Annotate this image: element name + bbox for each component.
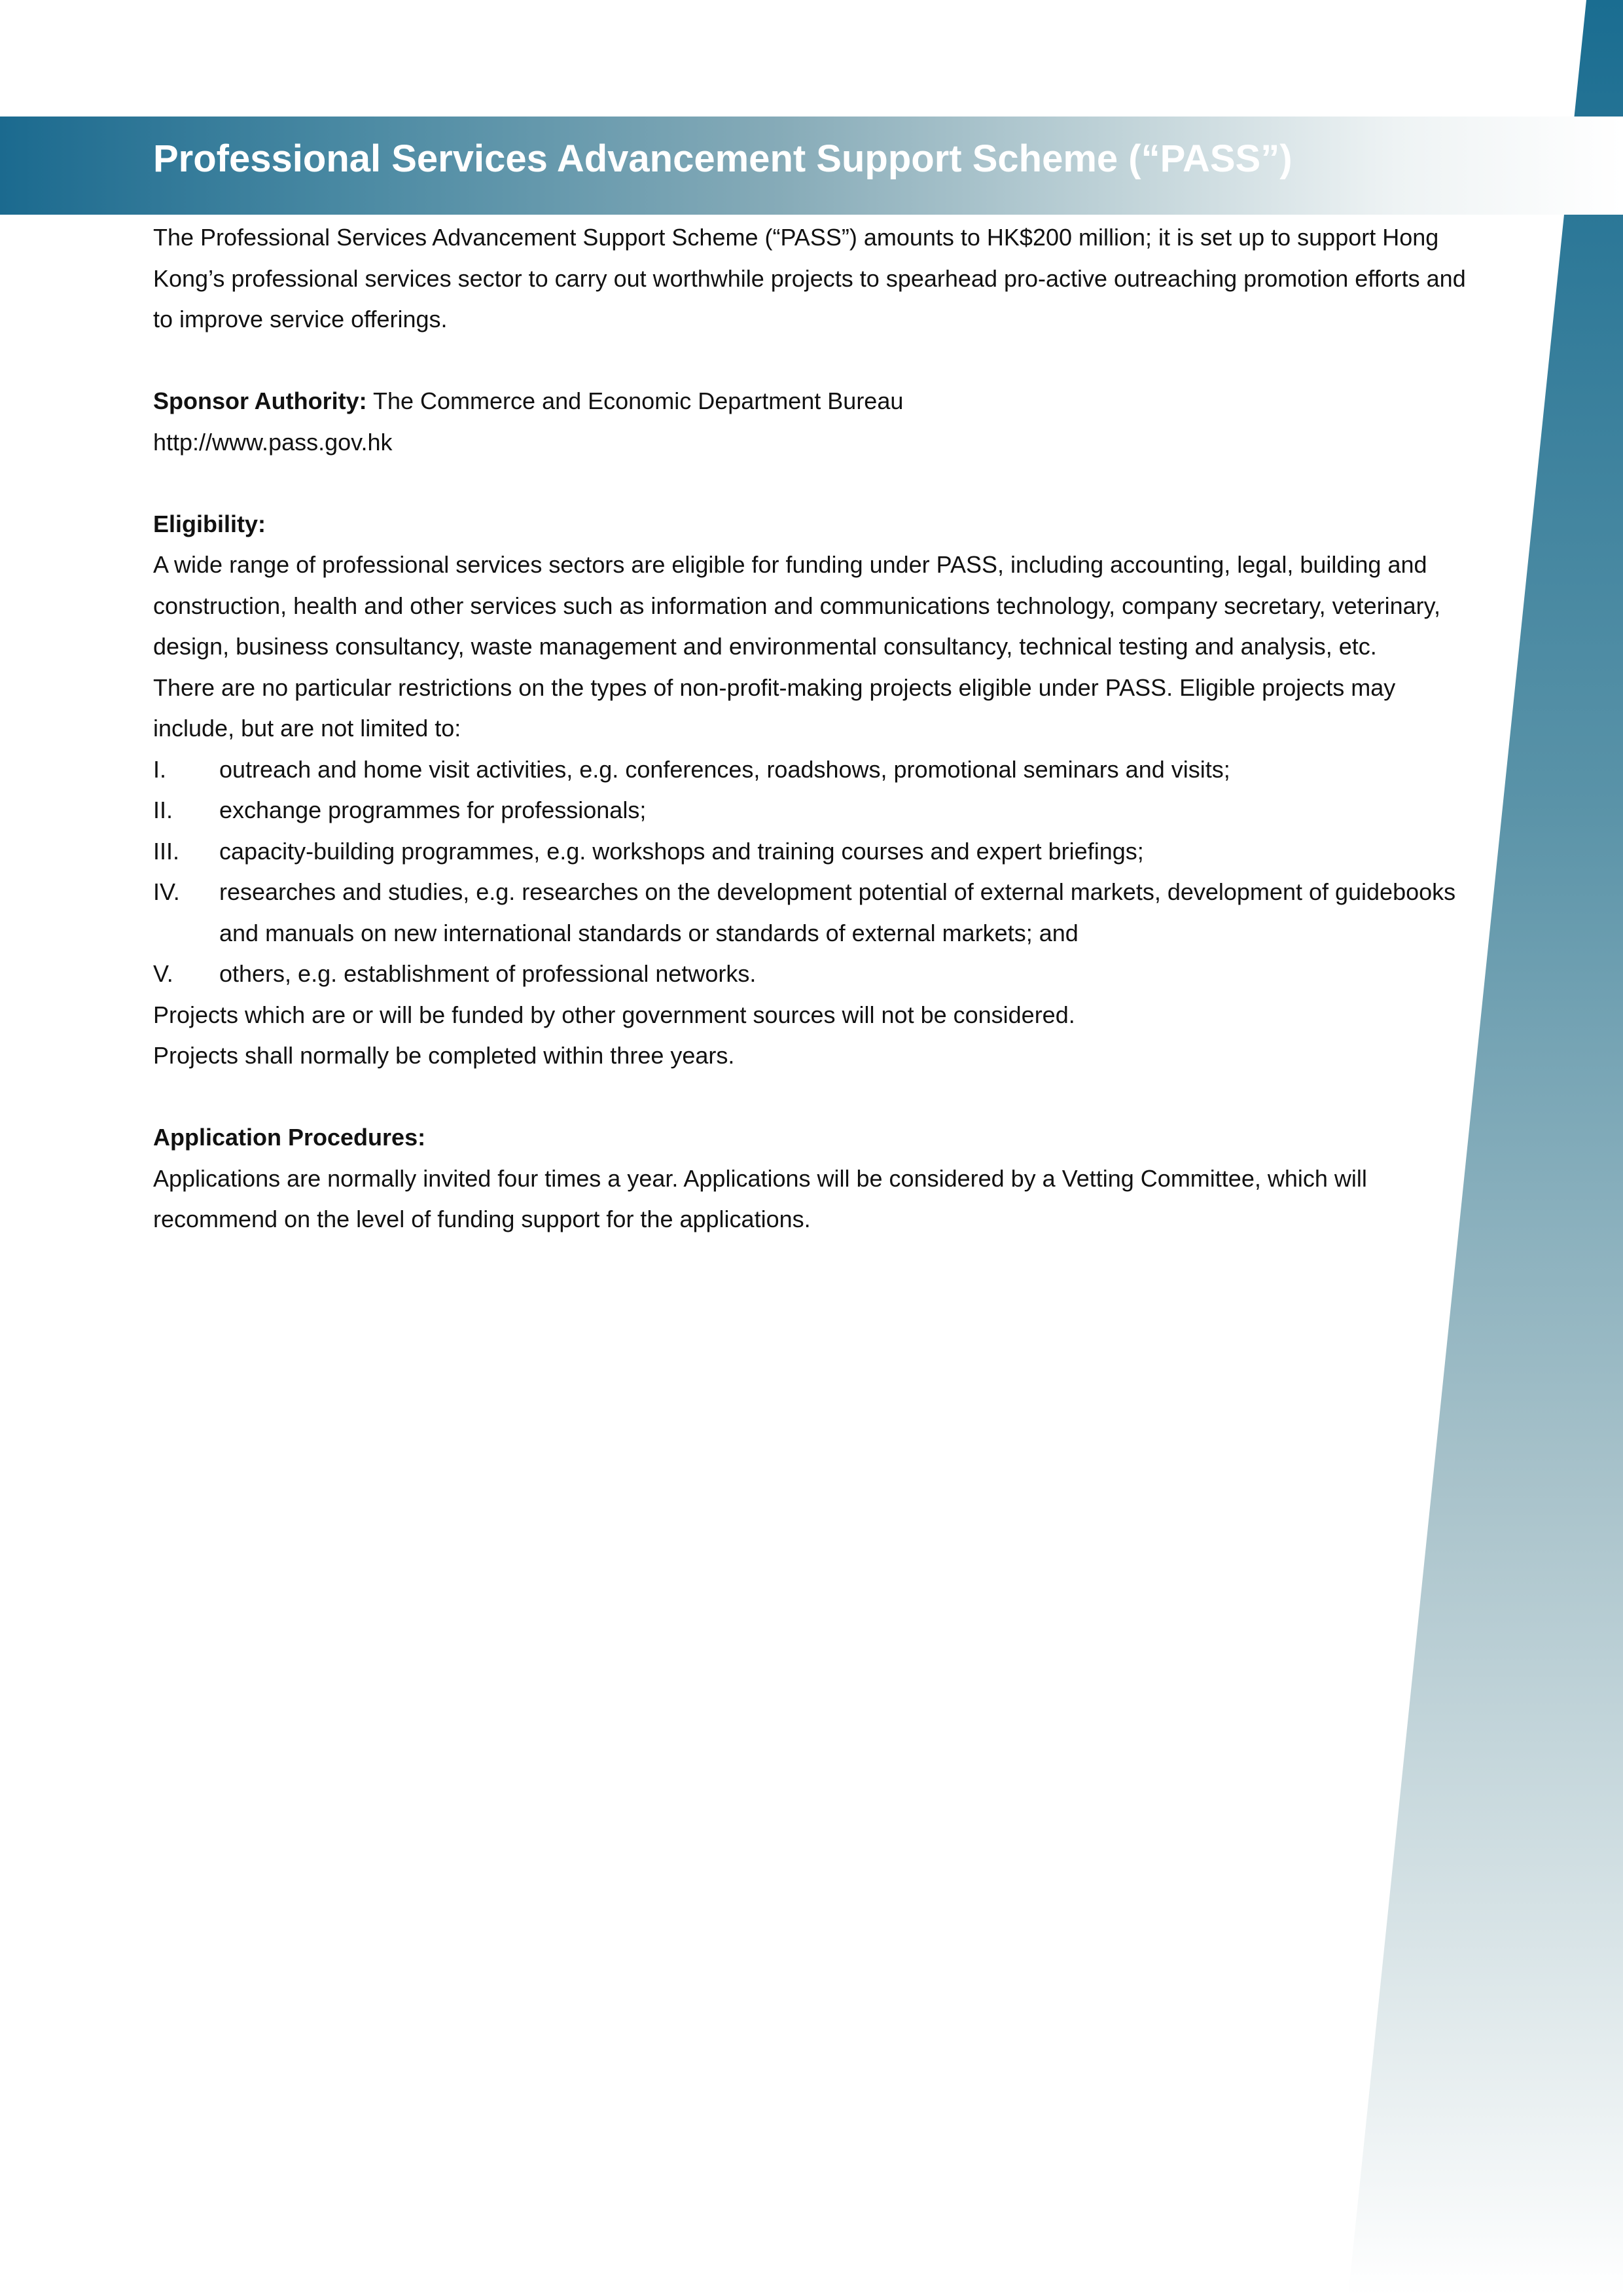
eligibility-note-funding: Projects which are or will be funded by other government sources will not be considered. (153, 1001, 1075, 1028)
list-marker: I. (153, 755, 167, 783)
list-marker: IV. (153, 878, 180, 905)
sponsor-url: http://www.pass.gov.hk (153, 428, 393, 456)
list-marker: II. (153, 797, 173, 823)
list-marker: III. (153, 837, 180, 865)
intro-paragraph: The Professional Services Advancement Support Scheme (“PASS”) amounts to HK$200 million; it is set up to support Hong Kong’s professional services sector to carry out worthwhile projects to spearhead pro-active outreaching promotion efforts and to improve service offerings. (153, 224, 1466, 332)
spacer (153, 463, 1469, 504)
document-body (153, 217, 1469, 1240)
page-title: Professional Services Advancement Support Scheme (“PASS”) (153, 137, 1293, 180)
list-item (153, 831, 1469, 872)
list-item (153, 954, 1469, 995)
application-paragraph: Applications are normally invited four times a year. Applications will be considered by a Vetting Committee, which will recommend on the level of funding support for the applications. (153, 1164, 1367, 1232)
list-item-text: researches and studies, e.g. researches on the development potential of external markets, development of guidebooks and manuals on new international standards or standards of external markets; and (219, 878, 1456, 946)
sponsor-line (153, 381, 1469, 422)
list-item-text: others, e.g. establishment of professional networks. (219, 960, 757, 987)
list-item-text: outreach and home visit activities, e.g. conferences, roadshows, promotional seminars and visits; (219, 755, 1230, 783)
list-marker: V. (153, 960, 173, 987)
list-item (153, 790, 1469, 831)
application-heading: Application Procedures: (153, 1124, 426, 1151)
list-item-text: exchange programmes for professionals; (219, 797, 647, 823)
sponsor-label: Sponsor Authority: (153, 387, 367, 414)
eligibility-note-duration: Projects shall normally be completed within three years. (153, 1042, 735, 1069)
list-item (153, 749, 1469, 791)
spacer (153, 340, 1469, 382)
eligible-projects-list (153, 749, 1469, 995)
sponsor-value: The Commerce and Economic Department Bureau (373, 387, 904, 414)
eligibility-paragraph-1: A wide range of professional services sectors are eligible for funding under PASS, including accounting, legal, building and construction, health and other services such as information and communications technology, company secretary, veterinary, design, business consultancy, waste management and environmental consultancy, technical testing and analysis, etc. (153, 551, 1440, 660)
eligibility-heading: Eligibility: (153, 510, 266, 537)
spacer (153, 1077, 1469, 1118)
list-item (153, 872, 1469, 954)
eligibility-paragraph-2: There are no particular restrictions on the types of non-profit-making projects eligible under PASS. Eligible projects may include, but are not limited to: (153, 673, 1396, 742)
list-item-text: capacity-building programmes, e.g. workshops and training courses and expert briefings; (219, 837, 1144, 865)
